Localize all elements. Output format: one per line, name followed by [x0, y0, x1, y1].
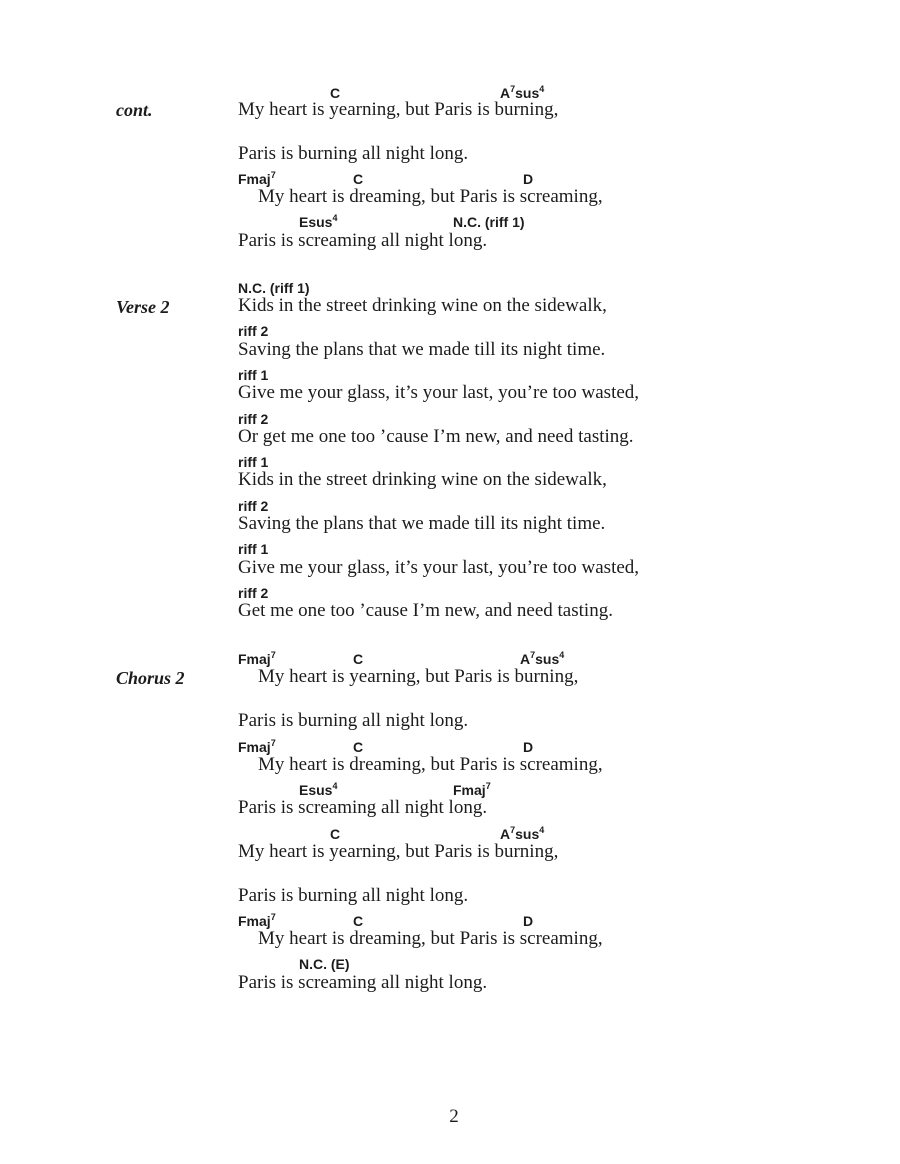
lyric-line: My heart is yearning, but Paris is burning,: [238, 841, 559, 862]
lyric-line: Paris is screaming all night long.: [238, 230, 488, 251]
chord-label: D: [523, 739, 534, 755]
chord-label: Fmaj$^7$: [238, 170, 276, 187]
chord-label: riff 1: [238, 541, 269, 557]
lyric-line: Saving the plans that we made till its night time.: [238, 513, 606, 534]
chord-label: riff 1: [238, 454, 269, 470]
lyric-line: Paris is burning all night long.: [238, 885, 469, 906]
chord-label: $A^7sus^4$: [500, 84, 545, 101]
lyric-line: Saving the plans that we made till its night time.: [238, 339, 606, 360]
chord-label: Fmaj$^7$: [453, 781, 491, 798]
chord-label: C: [330, 826, 341, 842]
lyric-line: Kids in the street drinking wine on the sidewalk,: [238, 469, 607, 490]
lyric-line: Paris is burning all night long.: [238, 143, 469, 164]
chord-label: C: [330, 85, 341, 101]
lyric-line: Get me one too ’cause I’m new, and need tasting.: [238, 600, 613, 621]
lyric-line: My heart is yearning, but Paris is burning,: [238, 99, 559, 120]
lyric-line: Paris is screaming all night long.: [238, 972, 488, 993]
section-label-cont: cont.: [116, 100, 153, 120]
chord-label: D: [523, 913, 534, 929]
chord-label: N.C. (E): [299, 956, 350, 972]
chord-label: N.C. (riff 1): [453, 214, 525, 230]
lyric-line: Give me your glass, it’s your last, you’re too wasted,: [238, 557, 640, 578]
chord-label: $A^7sus^4$: [520, 650, 565, 667]
section-label-chorus-2: Chorus 2: [116, 668, 185, 688]
chord-label: C: [353, 913, 364, 929]
lyric-line: Give me your glass, it’s your last, you’re too wasted,: [238, 382, 640, 403]
lyric-line: Kids in the street drinking wine on the sidewalk,: [238, 295, 607, 316]
lyric-line: My heart is dreaming, but Paris is screaming,: [258, 754, 603, 775]
chord-label: D: [523, 171, 534, 187]
chord-label: $A^7sus^4$: [500, 825, 545, 842]
chord-label: riff 2: [238, 585, 269, 601]
chord-label: Esus$^4$: [299, 781, 338, 798]
chord-label: Fmaj$^7$: [238, 650, 276, 667]
chord-label: riff 2: [238, 323, 269, 339]
chord-label: C: [353, 739, 364, 755]
section-label-verse-2: Verse 2: [116, 297, 170, 317]
chord-label: Esus$^4$: [299, 213, 338, 230]
lyric-line: My heart is dreaming, but Paris is screaming,: [258, 186, 603, 207]
chord-label: N.C. (riff 1): [238, 280, 310, 296]
chord-label: riff 2: [238, 498, 269, 514]
lyric-line: My heart is dreaming, but Paris is screaming,: [258, 928, 603, 949]
lyric-line: Or get me one too ’cause I’m new, and need tasting.: [238, 426, 634, 447]
lyric-line: Paris is screaming all night long.: [238, 797, 488, 818]
lyric-line: My heart is yearning, but Paris is burning,: [258, 666, 579, 687]
page-number: 2: [449, 1106, 459, 1127]
chord-label: riff 2: [238, 411, 269, 427]
chord-label: C: [353, 651, 364, 667]
lyric-line: Paris is burning all night long.: [238, 710, 469, 731]
chord-label: riff 1: [238, 367, 269, 383]
chord-label: Fmaj$^7$: [238, 738, 276, 755]
chord-label: C: [353, 171, 364, 187]
chord-label: Fmaj$^7$: [238, 912, 276, 929]
